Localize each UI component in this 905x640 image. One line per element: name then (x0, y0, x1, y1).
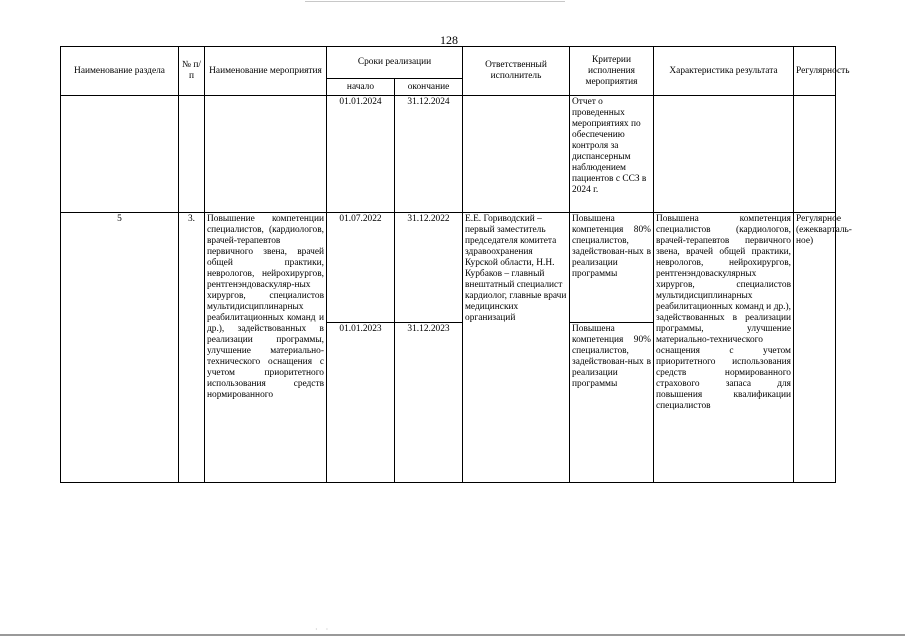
prev-event-cell (205, 96, 327, 213)
row5-regularity: Регулярное (ежекварталь-ное) (794, 213, 836, 483)
header-section: Наименование раздела (61, 47, 179, 96)
row5-end-date-1: 31.12.2022 (395, 213, 463, 323)
header-number: № п/п (179, 47, 205, 96)
row5-event-name: Повышение компетенции специалистов, (кардиологов, врачей-терапевтов первичного звена, врачей общей практики, неврологов, нейрохирургов, рентгенэндоваскуляр-ных хирургов, специалистов мультидисциплинарных реабилитационных команд и др.), задействованных в реализации программы, улучшение материально-технического оснащения с учетом приоритетного использования средств нормированного (205, 213, 327, 483)
prev-responsible-cell (463, 96, 570, 213)
header-terms: Сроки реализации (327, 47, 463, 79)
table-row-5-a (61, 213, 836, 323)
row5-start-date-1: 01.07.2022 (327, 213, 395, 323)
row5-responsible: Е.Е. Гориводский – первый заместитель председателя комитета здравоохранения Курской области, Н.Н. Курбаков – главный внештатный специалист кардиолог, главные врачи медицинских организаций (463, 213, 570, 483)
header-end: окончание (395, 79, 463, 96)
top-scan-line (305, 1, 565, 2)
row5-result: Повышена компетенция специалистов (кардиологов, врачей-терапевтов первичного звена, врачей общей практики, неврологов, нейрохирургов, рентгенэндоваскулярных хирургов, специалистов мультидисциплинарных реабилитационных команд и др.), задействованных в реализации программы, улучшение материально-технического оснащения с учетом приоритетного использования средств нормированного страхового запаса для повышения квалификации специалистов (654, 213, 794, 483)
prev-number-cell (179, 96, 205, 213)
row5-section: 5 (61, 213, 179, 483)
table-row-previous (61, 96, 836, 213)
prev-end-date: 31.12.2024 (395, 96, 463, 213)
header-regularity: Регулярность (794, 47, 836, 96)
prev-start-date: 01.01.2024 (327, 96, 395, 213)
header-event-name: Наименование мероприятия (205, 47, 327, 96)
prev-result-cell (654, 96, 794, 213)
bottom-scan-line (0, 634, 905, 636)
header-result: Характеристика результата (654, 47, 794, 96)
prev-section-cell (61, 96, 179, 213)
prev-regularity-cell (794, 96, 836, 213)
row5-criteria-1: Повышена компетенция 80% специалистов, задействован-ных в реализации программы (570, 213, 654, 323)
event-plan-table (60, 46, 852, 483)
prev-criteria: Отчет о проведенных мероприятиях по обеспечению контроля за диспансерным наблюдением пациентов с ССЗ в 2024 г. (570, 96, 654, 213)
row5-start-date-2: 01.01.2023 (327, 323, 395, 483)
header-start: начало (327, 79, 395, 96)
scan-artifact: · · (315, 625, 332, 634)
row5-end-date-2: 31.12.2023 (395, 323, 463, 483)
page-number: 128 (440, 33, 458, 47)
row5-number: 3. (179, 213, 205, 483)
header-criteria: Критерии исполнения мероприятия (570, 47, 654, 96)
header-responsible: Ответственный исполнитель (463, 47, 570, 96)
row5-criteria-2: Повышена компетенция 90% специалистов, задействован-ных в реализации программы (570, 323, 654, 483)
